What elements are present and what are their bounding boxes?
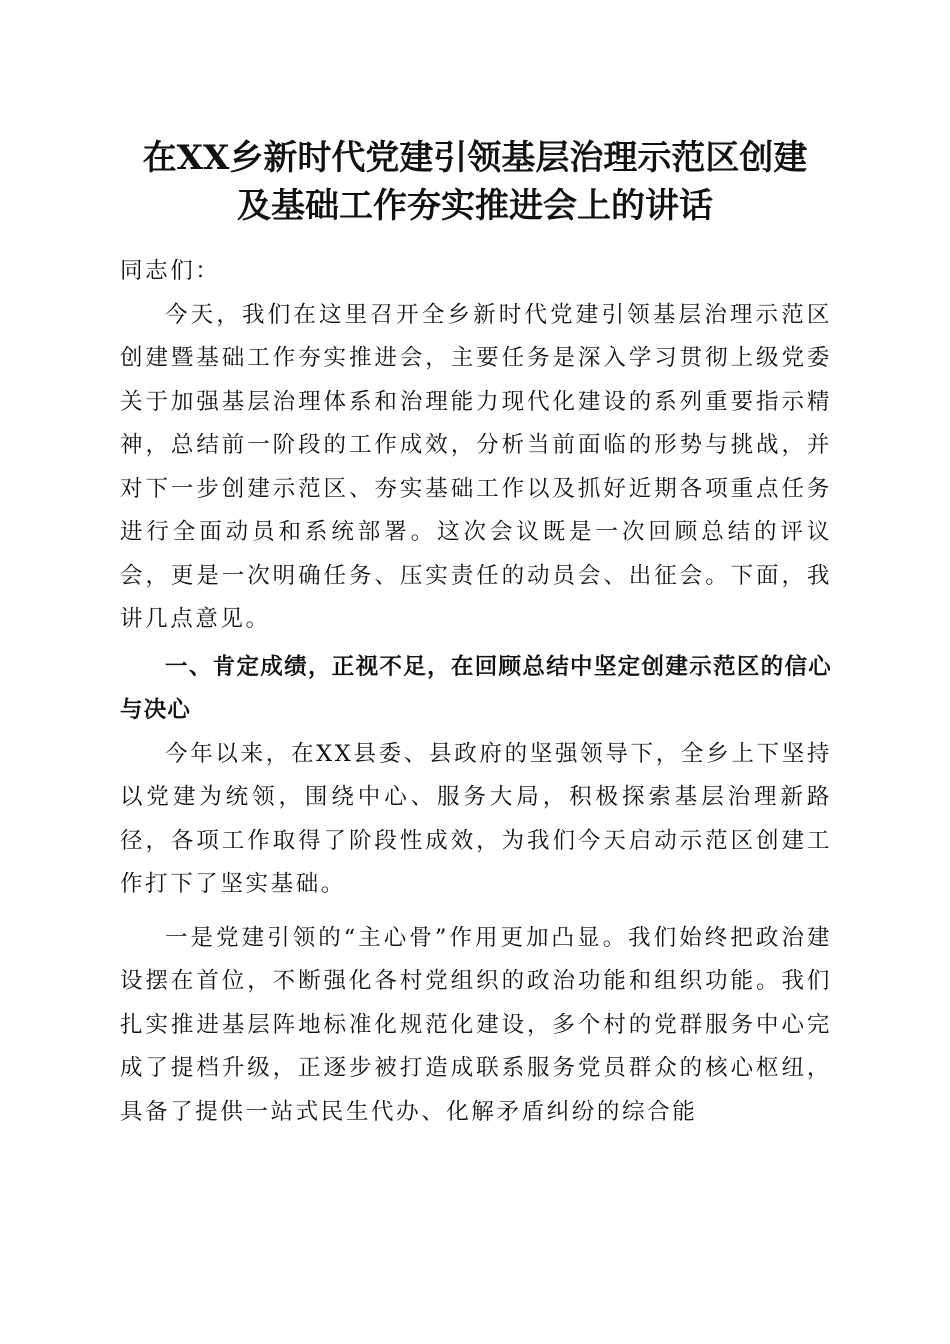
paragraph-intro: 今天，我们在这里召开全乡新时代党建引领基层治理示范区创建暨基础工作夯实推进会，主要任务是深入学习贯彻上级党委关于加强基层治理体系和治理能力现代化建设的系列重要指示精神，总结前一阶段的工作成效，分析当前面临的形势与挑战，并对下一步创建示范区、夯实基础工作以及抓好近期各项重点任务进行全面动员和系统部署。这次会议既是一次回顾总结的评议会，更是一次明确任务、压实责任的动员会、出征会。下面，我讲几点意见。 — [120, 301, 832, 632]
title-line-2: 及基础工作夯实推进会上的讲话 — [237, 186, 713, 226]
title-line-1: 在XX乡新时代党建引领基层治理示范区创建 — [142, 138, 808, 178]
salutation: 同志们： — [120, 258, 221, 284]
paragraph-achievements: 今年以来，在XX县委、县政府的坚强领导下，全乡上下坚持以党建为统领，围绕中心、服务大局，积极探索基层治理新路径，各项工作取得了阶段性成效，为我们今天启动示范区创建工作打下了坚实基础。 — [120, 740, 832, 897]
document-body — [120, 250, 832, 1134]
document-title — [60, 134, 890, 230]
section-heading-1: 一、肯定成绩，正视不足，在回顾总结中坚定创建示范区的信心与决心 — [120, 653, 832, 723]
paragraph-point-1: 一是党建引领的“主心骨”作用更加凸显。我们始终把政治建设摆在首位，不断强化各村党组织的政治功能和组织功能。我们扎实推进基层阵地标准化规范化建设，多个村的党群服务中心完成了提档升级，正逐步被打造成联系服务党员群众的核心枢纽，具备了提供一站式民生代办、化解矛盾纠纷的综合能 — [120, 924, 832, 1125]
